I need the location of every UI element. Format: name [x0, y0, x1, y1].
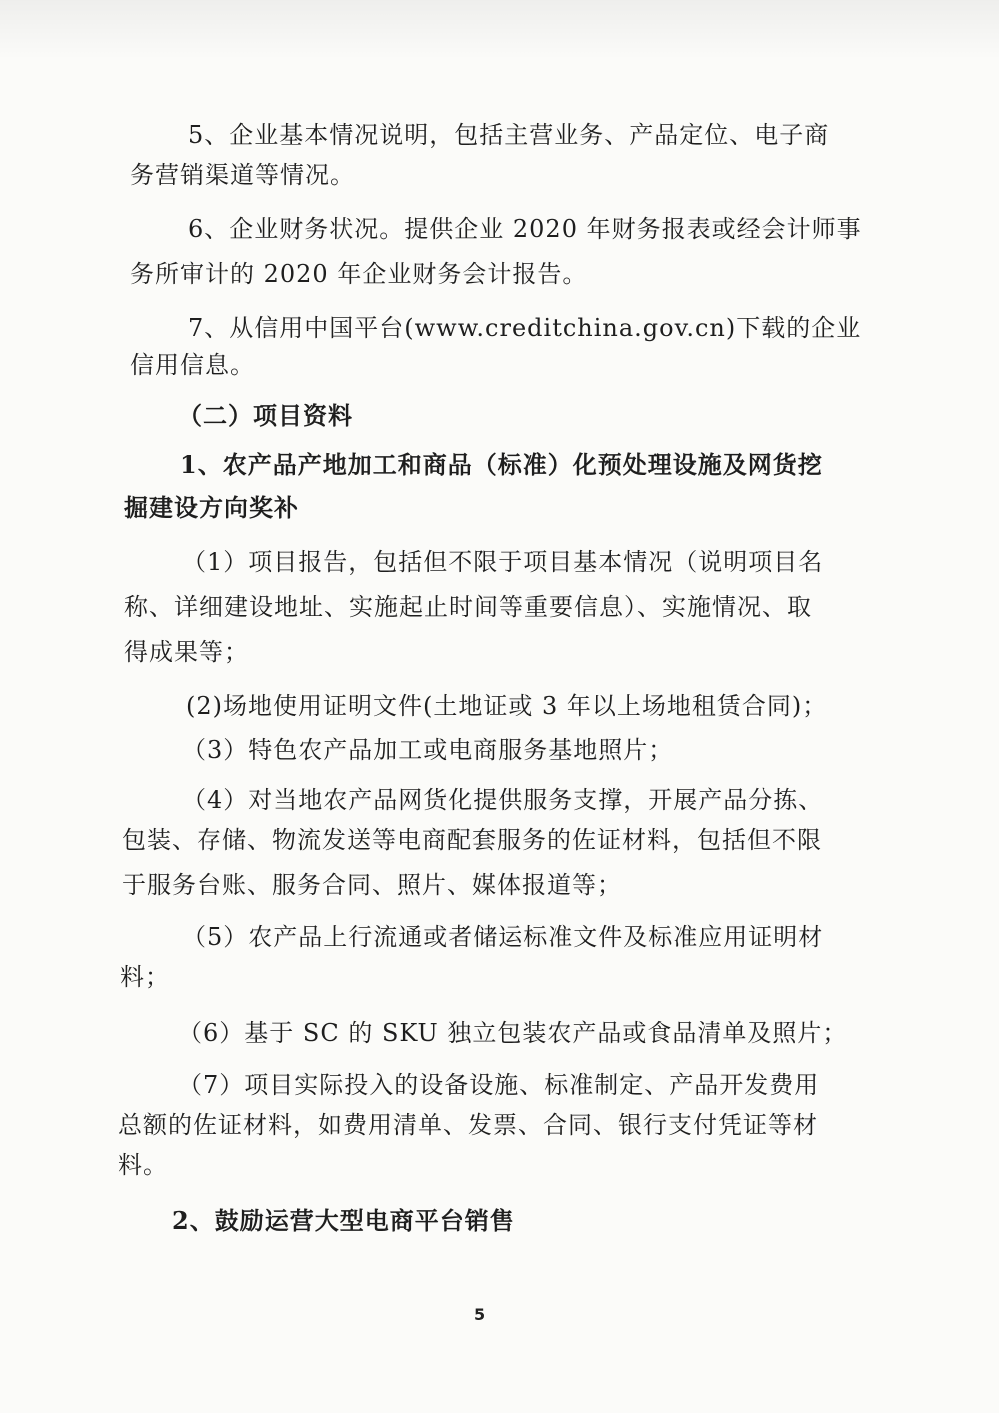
item-6-line-1: 6、企业财务状况。提供企业 2020 年财务报表或经会计师事	[188, 215, 862, 243]
list-item-4-line-2: 包装、存储、物流发送等电商配套服务的佐证材料，包括但不限	[122, 826, 822, 854]
list-item-1-line-2: 称、详细建设地址、实施起止时间等重要信息）、实施情况、取	[124, 593, 812, 621]
list-item-1-line-3: 得成果等；	[124, 638, 249, 666]
subsection-1-line-1: 1、农产品产地加工和商品（标准）化预处理设施及网货挖	[180, 450, 823, 479]
list-item-5-line-1: （5）农产品上行流通或者储运标准文件及标准应用证明材	[182, 923, 824, 951]
section-heading-project-materials: （二）项目资料	[178, 401, 353, 430]
page-number: 5	[474, 1305, 486, 1324]
subsection-1-line-2: 掘建设方向奖补	[124, 493, 299, 522]
list-item-7-line-3: 料。	[118, 1151, 168, 1179]
item-7-line-2: 信用信息。	[130, 351, 255, 379]
list-item-2-line-1: (2)场地使用证明文件(土地证或 3 年以上场地租赁合同)；	[186, 692, 828, 720]
item-5-line-2: 务营销渠道等情况。	[130, 161, 355, 189]
subsection-2-heading: 2、鼓励运营大型电商平台销售	[172, 1206, 515, 1235]
list-item-7-line-2: 总额的佐证材料，如费用清单、发票、合同、银行支付凭证等材	[118, 1111, 818, 1139]
list-item-4-line-3: 于服务台账、服务合同、照片、媒体报道等；	[122, 871, 622, 899]
item-5-line-1: 5、企业基本情况说明，包括主营业务、产品定位、电子商	[188, 121, 830, 149]
list-item-1-line-1: （1）项目报告，包括但不限于项目基本情况（说明项目名	[182, 548, 824, 576]
list-item-6-line-1: （6）基于 SC 的 SKU 独立包装农产品或食品清单及照片；	[178, 1019, 848, 1047]
list-item-4-line-1: （4）对当地农产品网货化提供服务支撑，开展产品分拣、	[182, 786, 824, 814]
item-6-line-2: 务所审计的 2020 年企业财务会计报告。	[130, 260, 588, 288]
item-7-line-1: 7、从信用中国平台(www.creditchina.gov.cn)下载的企业	[188, 314, 862, 342]
list-item-3-line-1: （3）特色农产品加工或电商服务基地照片；	[182, 736, 674, 764]
list-item-5-line-2: 料；	[120, 963, 170, 991]
list-item-7-line-1: （7）项目实际投入的设备设施、标准制定、产品开发费用	[178, 1071, 820, 1099]
scan-shading	[0, 0, 999, 60]
